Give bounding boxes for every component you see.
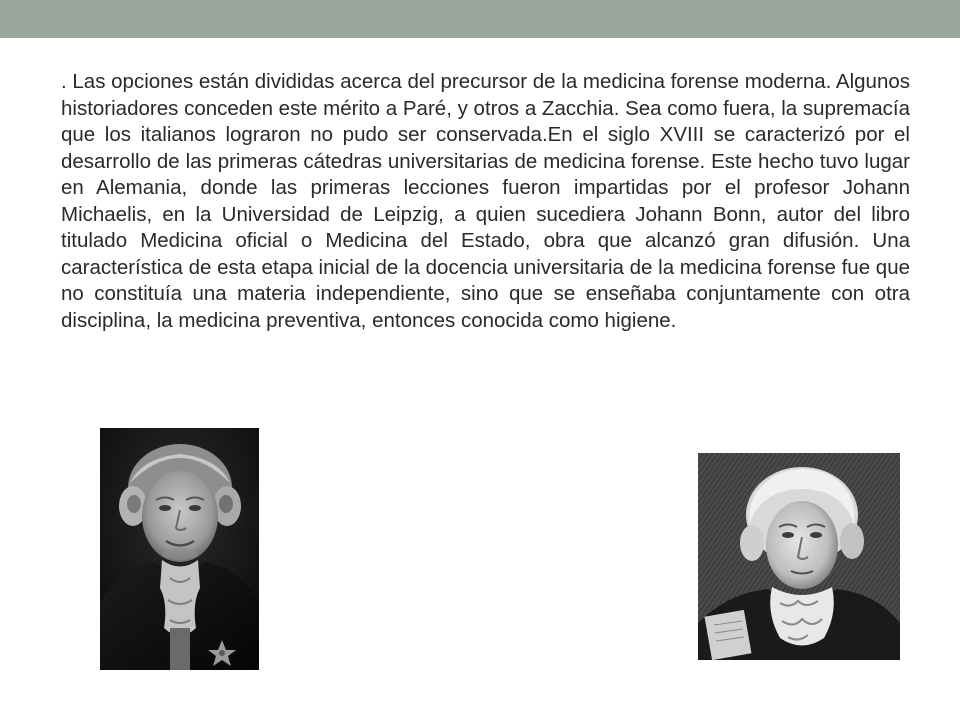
portrait-right-image	[698, 453, 900, 660]
slide-paragraph: . Las opciones están divididas acerca del precursor de la medicina forense moderna. Algunos historiadores conceden este mérito a Paré, y otros a Zacchia. Sea como fuera, la supremacía que los italianos lograron no pudo ser conservada.En el siglo XVIII se caracterizó por el desarrollo de las primeras cátedras universitarias de medicina forense. Este hecho tuvo lugar en Alemania, donde las primeras lecciones fueron impartidas por el profesor Johann Michaelis, en la Universidad de Leipzig, a quien sucediera Johann Bonn, autor del libro titulado Medicina oficial o Medicina del Estado, obra que alcanzó gran difusión. Una característica de esta etapa inicial de la docencia universitaria de la medicina forense fue que no constituía una materia independiente, sino que se enseñaba conjuntamente con otra disciplina, la medicina preventiva, entonces conocida como higiene.	[61, 70, 910, 332]
slide-top-bar	[0, 0, 960, 38]
portrait-left-image	[100, 428, 259, 670]
